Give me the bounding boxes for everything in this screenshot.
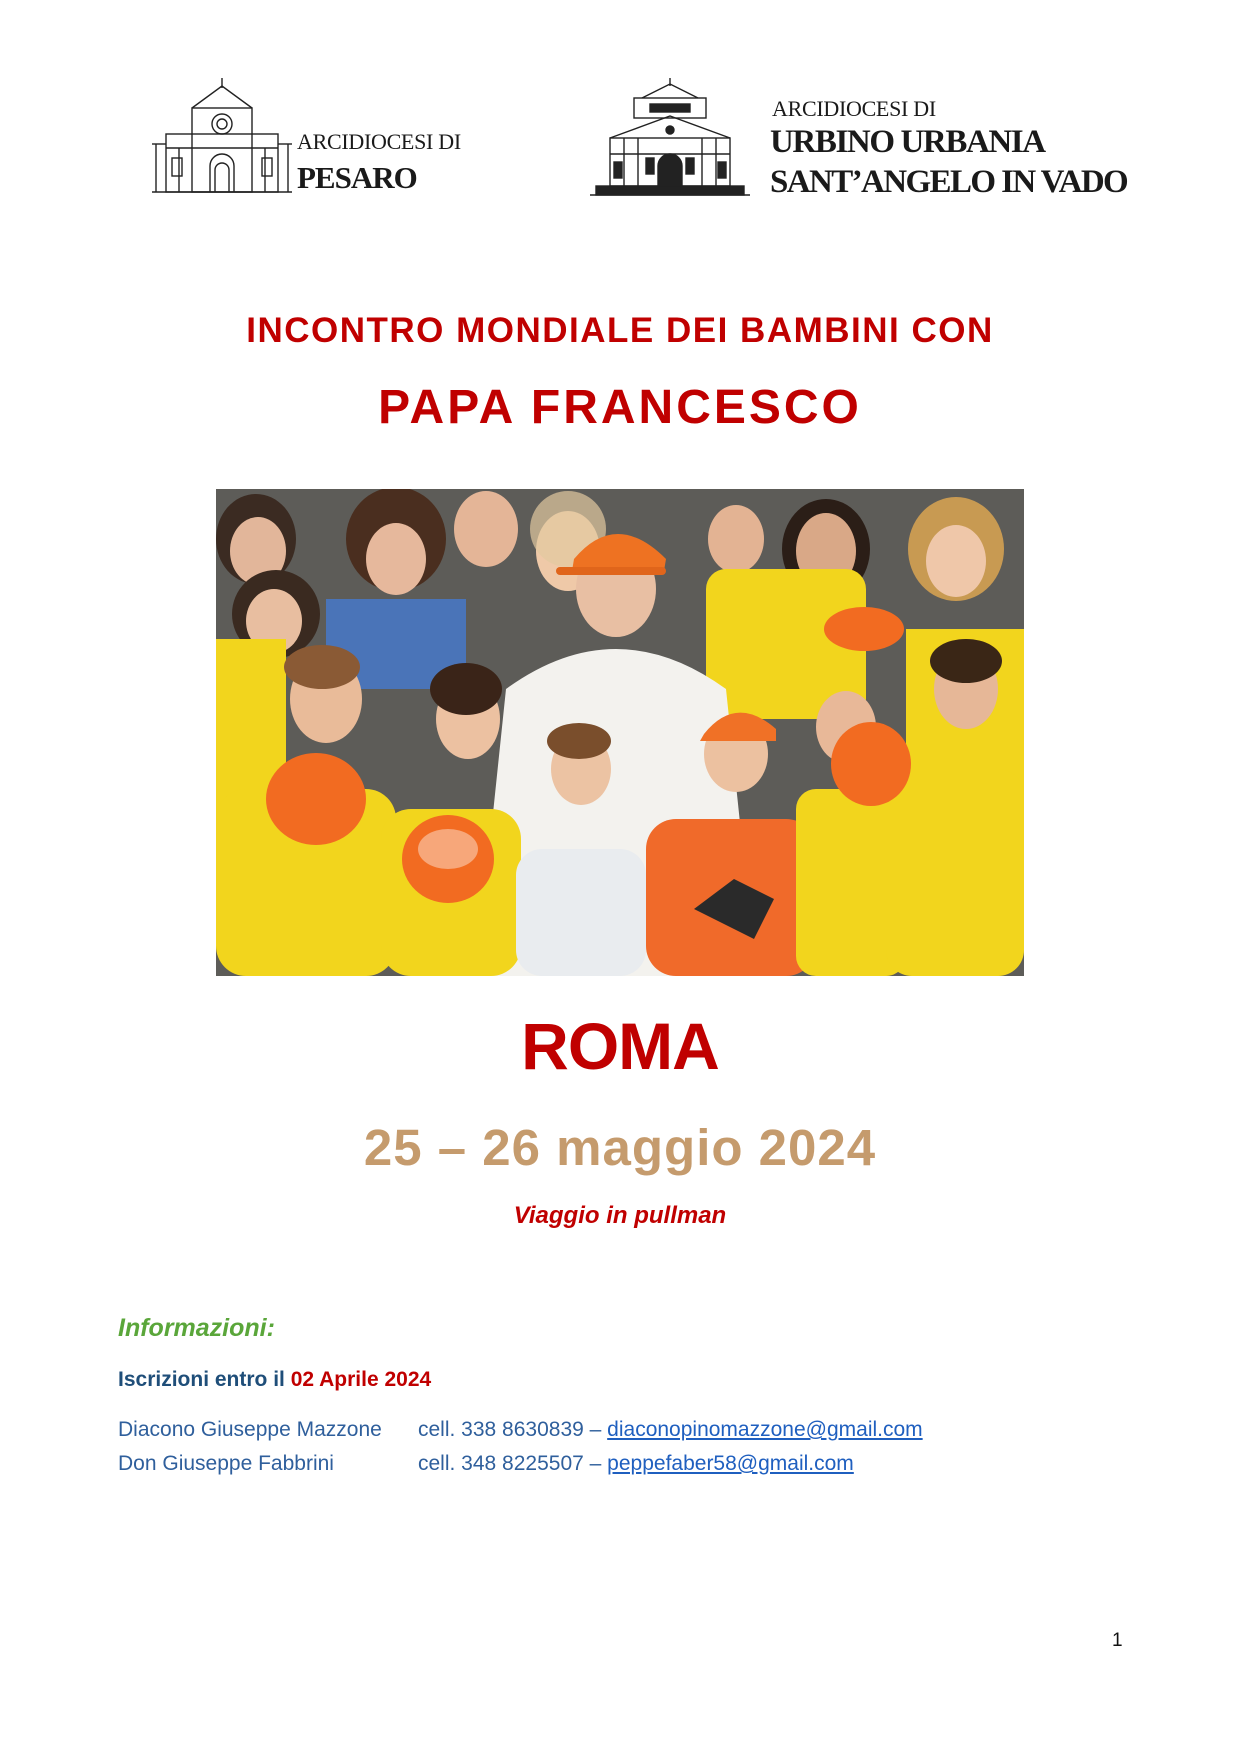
pesaro-logo-line1: ARCIDIOCESI DI	[297, 129, 461, 154]
info-heading: Informazioni:	[118, 1314, 275, 1342]
pesaro-cathedral-logo	[152, 78, 292, 194]
event-travel: Viaggio in pullman	[513, 1202, 727, 1229]
urbino-logo-line2: URBINO URBANIA	[770, 124, 1045, 160]
contact-email-link[interactable]: diaconopinomazzone@gmail.com	[607, 1418, 923, 1441]
crowd-photo-illustration	[216, 489, 1024, 976]
contact-phone-email	[418, 1452, 854, 1476]
contact-name: Diacono Giuseppe Mazzone	[118, 1418, 382, 1441]
event-title-line2: PAPA FRANCESCO	[378, 381, 862, 434]
event-dates: 25 – 26 maggio 2024	[363, 1119, 877, 1176]
urbino-logo-line1: ARCIDIOCESI DI	[772, 96, 936, 121]
urbino-cathedral-logo	[590, 78, 750, 198]
contact-phone-email	[418, 1418, 923, 1442]
page-number: 1	[1112, 1630, 1123, 1651]
pesaro-logo-line2: PESARO	[297, 160, 417, 195]
contact-email-link[interactable]: peppefaber58@gmail.com	[607, 1452, 854, 1475]
registration-line	[118, 1368, 431, 1392]
registration-date: 02 Aprile 2024	[290, 1368, 432, 1391]
event-photo	[216, 489, 1024, 976]
contact-name: Don Giuseppe Fabbrini	[118, 1452, 334, 1475]
registration-label: Iscrizioni entro il	[118, 1368, 285, 1391]
contact-phone: cell. 338 8630839 –	[418, 1418, 602, 1441]
urbino-logo-line3: SANT’ANGELO IN VADO	[770, 164, 1128, 200]
contact-phone: cell. 348 8225507 –	[418, 1452, 602, 1475]
event-city: ROMA	[521, 1009, 719, 1083]
event-title-line1: INCONTRO MONDIALE DEI BAMBINI CON	[246, 311, 994, 350]
